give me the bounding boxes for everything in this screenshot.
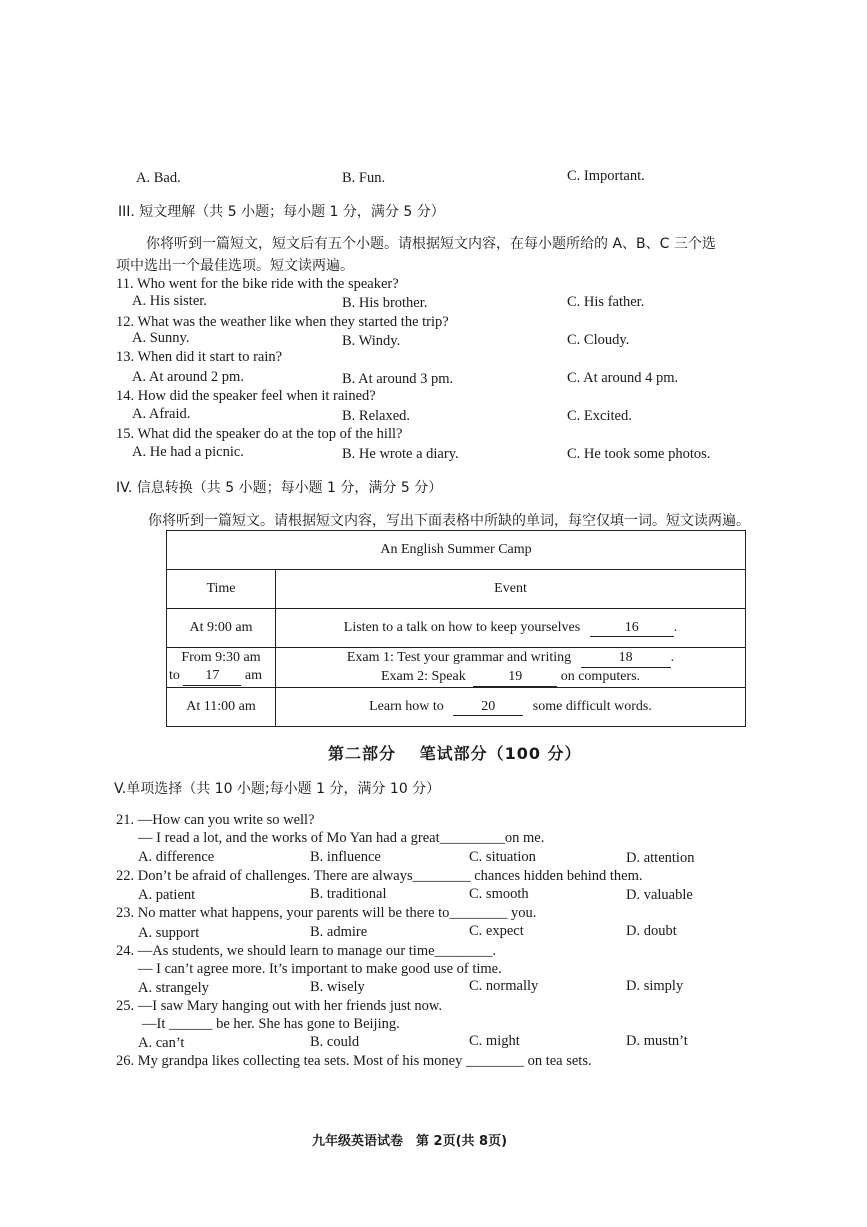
- table-header-event: Event: [276, 570, 746, 609]
- option-d: D. simply: [626, 978, 684, 994]
- blank-18: 18: [581, 649, 671, 668]
- option-d: D. attention: [626, 850, 695, 866]
- question-text: 13. When did it start to rain?: [116, 349, 283, 365]
- option-c: C. Important.: [567, 168, 645, 184]
- section-title: III. 短文理解（共 5 小题；每小题 1 分，满分 5 分）: [118, 204, 445, 220]
- section-title: IV. 信息转换（共 5 小题；每小题 1 分，满分 5 分）: [116, 480, 443, 496]
- option-a: A. At around 2 pm.: [132, 369, 244, 385]
- option-a: A. strangely: [138, 980, 209, 996]
- option-b: B. He wrote a diary.: [342, 446, 459, 462]
- time-cell: [167, 648, 276, 688]
- option-b: B. admire: [310, 924, 368, 940]
- option-b: B. influence: [310, 849, 381, 865]
- option-c: C. His father.: [567, 294, 645, 310]
- time-text: to: [169, 668, 180, 683]
- question-text: 22. Don’t be afraid of challenges. There are always________ chances hidden behind them.: [116, 868, 643, 884]
- option-c: C. Excited.: [567, 408, 632, 424]
- part-title: 第二部分 笔试部分（100 分）: [328, 744, 582, 763]
- option-a: A. difference: [138, 849, 215, 865]
- blank-19: 19: [473, 668, 557, 687]
- option-d: D. mustn’t: [626, 1033, 688, 1049]
- question-text: — I can’t agree more. It’s important to make good use of time.: [138, 961, 502, 977]
- option-c: C. normally: [469, 978, 539, 994]
- option-b: B. His brother.: [342, 295, 428, 311]
- option-c: C. situation: [469, 849, 536, 865]
- option-b: B. traditional: [310, 886, 387, 902]
- blank-16: 16: [590, 620, 674, 637]
- event-text: Listen to a talk on how to keep yourselves: [343, 619, 581, 635]
- event-text: Exam 1: Test your grammar and writing: [346, 649, 572, 665]
- question-text: 11. Who went for the bike ride with the speaker?: [116, 276, 399, 292]
- event-cell: [276, 609, 746, 648]
- event-cell: [276, 648, 746, 688]
- instruction-text: 你将听到一篇短文，短文后有五个小题。请根据短文内容，在每小题所给的 A、B、C 三个选: [146, 236, 716, 252]
- option-c: C. expect: [469, 923, 524, 939]
- page-footer: 九年级英语试卷 第 2页(共 8页): [312, 1134, 508, 1149]
- blank-20: 20: [453, 699, 523, 716]
- table-title: An English Summer Camp: [167, 531, 746, 570]
- option-b: B. Relaxed.: [342, 408, 411, 424]
- option-a: A. support: [138, 925, 200, 941]
- option-a: A. Bad.: [136, 170, 181, 186]
- instruction-text: 你将听到一篇短文。请根据短文内容，写出下面表格中所缺的单词，每空仅填一词。短文读两遍。: [148, 513, 750, 529]
- instruction-text: 项中选出一个最佳选项。短文读两遍。: [116, 258, 354, 274]
- option-d: D. doubt: [626, 923, 677, 939]
- option-b: B. could: [310, 1034, 360, 1050]
- time-text: am: [244, 668, 262, 683]
- punctuation: .: [673, 619, 678, 635]
- option-b: B. wisely: [310, 979, 365, 995]
- table-row: [167, 648, 746, 688]
- question-text: 12. What was the weather like when they started the trip?: [116, 314, 449, 330]
- option-c: C. At around 4 pm.: [567, 370, 679, 386]
- table-header-time: Time: [167, 570, 276, 609]
- question-text: 14. How did the speaker feel when it rained?: [116, 388, 376, 404]
- event-text: Exam 2: Speak: [380, 668, 466, 684]
- punctuation: .: [670, 649, 675, 665]
- info-table: [166, 530, 746, 727]
- question-text: 25. —I saw Mary hanging out with her friends just now.: [116, 998, 443, 1014]
- section-title: V.单项选择（共 10 小题;每小题 1 分，满分 10 分）: [114, 781, 441, 797]
- option-c: C. He took some photos.: [567, 446, 711, 462]
- event-cell: [276, 688, 746, 727]
- question-text: 23. No matter what happens, your parents will be there to________ you.: [116, 905, 537, 921]
- time-text: From 9:30 am: [181, 650, 261, 665]
- time-cell: At 9:00 am: [167, 609, 276, 648]
- option-a: A. Afraid.: [132, 406, 191, 422]
- table-row: [167, 688, 746, 727]
- option-c: C. might: [469, 1033, 520, 1049]
- question-text: 15. What did the speaker do at the top of the hill?: [116, 426, 403, 442]
- question-text: —It ______ be her. She has gone to Beijing.: [142, 1016, 400, 1032]
- option-d: D. valuable: [626, 887, 693, 903]
- event-text: on computers.: [560, 668, 641, 684]
- option-c: C. smooth: [469, 886, 529, 902]
- option-a: A. Sunny.: [132, 330, 190, 346]
- question-text: 26. My grandpa likes collecting tea sets. Most of his money ________ on tea sets.: [116, 1053, 592, 1069]
- option-a: A. can’t: [138, 1035, 185, 1051]
- option-a: A. His sister.: [132, 293, 207, 309]
- option-b: B. Windy.: [342, 333, 401, 349]
- question-text: — I read a lot, and the works of Mo Yan had a great_________on me.: [138, 830, 545, 846]
- time-cell: At 11:00 am: [167, 688, 276, 727]
- option-a: A. patient: [138, 887, 196, 903]
- blank-17: 17: [183, 667, 241, 686]
- table-row: [167, 609, 746, 648]
- question-text: 24. —As students, we should learn to manage our time________.: [116, 943, 497, 959]
- option-a: A. He had a picnic.: [132, 444, 244, 460]
- option-b: B. At around 3 pm.: [342, 371, 454, 387]
- option-b: B. Fun.: [342, 170, 386, 186]
- event-text: some difficult words.: [532, 698, 652, 714]
- question-text: 21. —How can you write so well?: [116, 812, 315, 828]
- option-c: C. Cloudy.: [567, 332, 630, 348]
- event-text: Learn how to: [369, 698, 444, 714]
